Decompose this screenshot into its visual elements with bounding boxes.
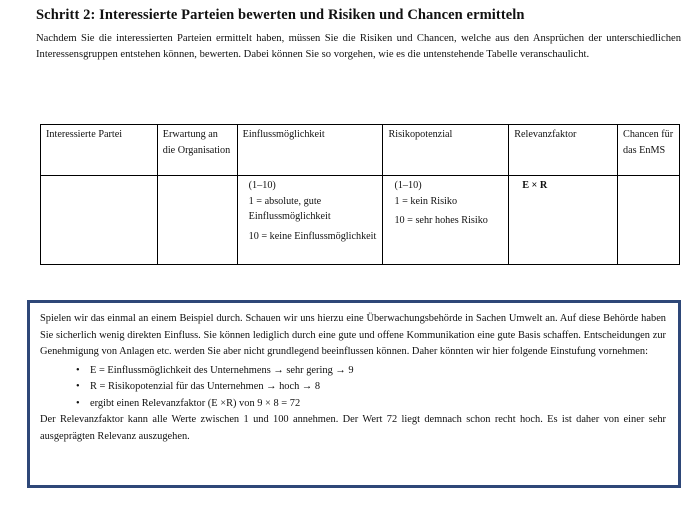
intro-paragraph: Nachdem Sie die interessierten Parteien ermittelt haben, müssen Sie die Risiken und Chancen, welche aus den Ansprüchen der unterschiedlichen Interessensgruppen entstehen können, bewerten. Dabei können Sie so vorgehen, wie es die untenstehende Tabelle veranschaulicht. bbox=[36, 33, 681, 60]
bullet-icon: • bbox=[76, 364, 80, 376]
evaluation-table bbox=[40, 124, 680, 265]
header-chancen: Chancen für das EnMS bbox=[618, 125, 680, 176]
einfluss-min: 1 = absolute, gute Einflussmöglichkeit bbox=[248, 195, 331, 222]
bullet-icon: • bbox=[76, 381, 80, 392]
bullet-text: ergibt einen Relevanzfaktor (E ×R) von 9 × 8 = 72 bbox=[90, 397, 301, 409]
section-heading: Schritt 2: Interessierte Parteien bewerten und Risiken und Chancen ermitteln bbox=[36, 7, 525, 23]
risiko-range: (1–10) bbox=[394, 180, 422, 191]
relevanz-formula: E × R bbox=[522, 180, 548, 191]
cell-einfluss bbox=[237, 176, 383, 265]
cell-partei-empty bbox=[41, 176, 158, 265]
cell-relevanz bbox=[509, 176, 618, 265]
example-bullet-list bbox=[40, 363, 666, 413]
bullet-text: R = Risikopotenzial für das Unternehmen → hoch → 8 bbox=[90, 381, 321, 392]
header-einflussmoeglichkeit: Einflussmöglichkeit bbox=[237, 125, 383, 176]
header-erwartung: Erwartung an die Organisation bbox=[157, 125, 237, 176]
bullet-icon: • bbox=[76, 397, 80, 409]
risiko-max: 10 = sehr hohes Risiko bbox=[394, 215, 488, 226]
list-item bbox=[76, 379, 666, 396]
cell-chancen-empty bbox=[618, 176, 680, 265]
cell-risiko bbox=[383, 176, 509, 265]
example-box bbox=[27, 300, 681, 488]
example-conclusion: Der Relevanzfaktor kann alle Werte zwischen 1 und 100 annehmen. Der Wert 72 liegt demnach schon recht hoch. Es ist daher von einer sehr ausgeprägten Relevanz auszugehen. bbox=[40, 414, 666, 442]
einfluss-max: 10 = keine Einflussmöglichkeit bbox=[248, 230, 377, 242]
table-header-row bbox=[41, 125, 680, 176]
cell-erwartung-empty bbox=[157, 176, 237, 265]
list-item bbox=[76, 363, 666, 380]
table-row bbox=[41, 176, 680, 265]
risiko-min: 1 = kein Risiko bbox=[394, 195, 458, 207]
header-risikopotenzial: Risikopotenzial bbox=[383, 125, 509, 176]
example-paragraph: Spielen wir das einmal an einem Beispiel durch. Schauen wir uns hierzu eine Überwachungsbehörde in Sachen Umwelt an. Auf diese Behörde haben Sie sicherlich wenig direkten Einfluss. Sie können lediglich durch eine gute und offene Kommunikation eine gute Basis schaffen. Entscheidungen zur Genehmigung von Anlagen etc. werden Sie aber nicht grundlegend beeinflussen können. Daher könnten wir hier folgende Einstufung vornehmen: bbox=[40, 313, 666, 357]
list-item bbox=[76, 396, 666, 413]
bullet-text: E = Einflussmöglichkeit des Unternehmens → sehr gering → 9 bbox=[90, 364, 354, 376]
header-relevanzfaktor: Relevanzfaktor bbox=[509, 125, 618, 176]
einfluss-range: (1–10) bbox=[248, 180, 276, 191]
header-interessierte-partei: Interessierte Partei bbox=[41, 125, 158, 176]
